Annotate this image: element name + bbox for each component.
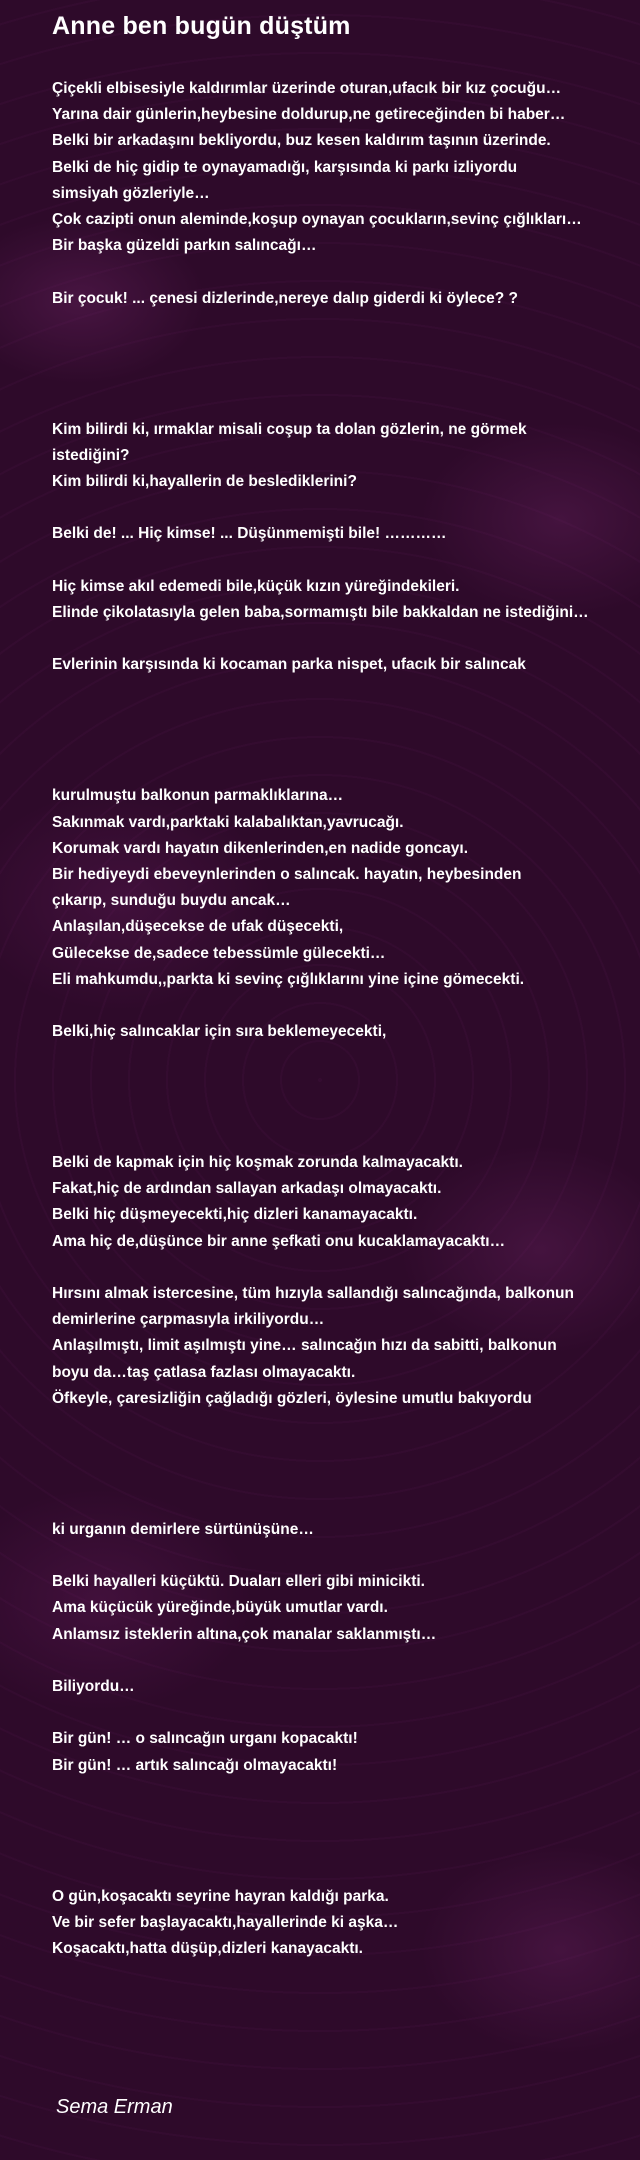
poem-line: Ama hiç de,düşünce bir anne şefkati onu kucaklamayacaktı… bbox=[52, 1232, 506, 1250]
poem-line: Ama küçücük yüreğinde,büyük umutlar vardı. bbox=[52, 1599, 388, 1617]
poem-line: Gülecekse de,sadece tebessümle gülecekti… bbox=[52, 944, 386, 962]
poem-line: demirlerine çarpmasıyla irkiliyordu… bbox=[52, 1311, 325, 1329]
stanza-gap bbox=[52, 1098, 622, 1124]
poem-line: Anlamsız isteklerin altına,çok manalar saklanmıştı… bbox=[52, 1625, 437, 1643]
stanza-gap bbox=[52, 1438, 622, 1464]
poem-line: Bir başka güzeldi parkın salıncağı… bbox=[52, 237, 317, 255]
poem-line: Elinde çikolatasıyla gelen baba,sormamıştı bile bakkaldan ne istediğini… bbox=[52, 603, 589, 621]
poem-line: Sakınmak vardı,parktaki kalabalıktan,yavrucağı. bbox=[52, 813, 404, 831]
poem-line: Belki de! ... Hiç kimse! ... Düşünmemişti bile! ………… bbox=[52, 525, 447, 543]
poem-line: Evlerinin karşısında ki kocaman parka nispet, ufacık bir salıncak bbox=[52, 656, 526, 674]
poem-line: Belki hiç düşmeyecekti,hiç dizleri kanamayacaktı. bbox=[52, 1206, 418, 1224]
poem-line: Bir çocuk! ... çenesi dizlerinde,nereye dalıp giderdi ki öylece? ? bbox=[52, 289, 519, 307]
stanza-gap bbox=[52, 259, 622, 285]
poem-title: Anne ben bugün düştüm bbox=[52, 12, 351, 40]
poem-line: Anlaşılmıştı, limit aşılmıştı yine… salıncağın hızı da sabitti, balkonun bbox=[52, 1337, 557, 1355]
stanza-gap bbox=[52, 626, 622, 652]
poem-line: Fakat,hiç de ardından sallayan arkadaşı olmayacaktı. bbox=[52, 1180, 442, 1198]
poem-line: O gün,koşacaktı seyrine hayran kaldığı parka. bbox=[52, 1887, 389, 1905]
poem-line: Belki,hiç salıncaklar için sıra beklemeyecekti, bbox=[52, 1023, 387, 1041]
stanza-gap bbox=[52, 1857, 622, 1883]
poem-line: Bir hediyeydi ebeveynlerinden o salıncak. hayatın, heybesinden bbox=[52, 865, 522, 883]
poem-line: simsiyah gözleriyle… bbox=[52, 184, 210, 202]
poem-line: Belki hayalleri küçüktü. Duaları elleri gibi minicikti. bbox=[52, 1573, 425, 1591]
poem-line: Eli mahkumdu,,parkta ki sevinç çığlıklarını yine içine gömecekti. bbox=[52, 970, 525, 988]
stanza-gap bbox=[52, 757, 622, 783]
stanza-gap bbox=[52, 1700, 622, 1726]
poem-line: Koşacaktı,hatta düşüp,dizleri kanayacaktı. bbox=[52, 1939, 363, 1957]
poem-line: Belki de hiç gidip te oynayamadığı, karşısında ki parkı izliyordu bbox=[52, 158, 518, 176]
poem-line: Kim bilirdi ki, ırmaklar misali coşup ta dolan gözlerin, ne görmek bbox=[52, 420, 527, 438]
stanza-gap bbox=[52, 1779, 622, 1805]
stanza-gap bbox=[52, 731, 622, 757]
stanza-gap bbox=[52, 993, 622, 1019]
poem-line: Anlaşılan,düşecekse de ufak düşecekti, bbox=[52, 918, 344, 936]
stanza-gap bbox=[52, 1464, 622, 1490]
poem-line: Yarına dair günlerin,heybesine doldurup,ne getireceğinden bi haber… bbox=[52, 106, 566, 124]
poem-line: Çok cazipti onun aleminde,koşup oynayan çocukların,sevinç çığlıkları… bbox=[52, 211, 582, 229]
poem-line: Belki de kapmak için hiç koşmak zorunda kalmayacaktı. bbox=[52, 1154, 463, 1172]
poem-body bbox=[52, 76, 622, 1962]
poem-line: istediğini? bbox=[52, 446, 130, 464]
stanza-gap bbox=[52, 1045, 622, 1071]
stanza-gap bbox=[52, 1412, 622, 1438]
poem-line: boyu da…taş çatlasa fazlası olmayacaktı. bbox=[52, 1363, 356, 1381]
stanza-gap bbox=[52, 1543, 622, 1569]
poem-line: kurulmuştu balkonun parmaklıklarına… bbox=[52, 787, 344, 805]
poem-line: Öfkeyle, çaresizliğin çağladığı gözleri, öylesine umutlu bakıyordu bbox=[52, 1389, 532, 1407]
stanza-gap bbox=[52, 495, 622, 521]
stanza-gap bbox=[52, 1648, 622, 1674]
stanza-gap bbox=[52, 548, 622, 574]
poem-line: Çiçekli elbisesiyle kaldırımlar üzerinde oturan,ufacık bir kız çocuğu… bbox=[52, 80, 562, 97]
poem-line: çıkarıp, sunduğu buydu ancak… bbox=[52, 892, 291, 910]
stanza-gap bbox=[52, 1491, 622, 1517]
stanza-gap bbox=[52, 312, 622, 338]
poem-line: Ve bir sefer başlayacaktı,hayallerinde ki aşka… bbox=[52, 1913, 399, 1931]
stanza-gap bbox=[52, 1124, 622, 1150]
poem-line: Bir gün! … o salıncağın urganı kopacaktı! bbox=[52, 1730, 358, 1748]
stanza-gap bbox=[52, 1255, 622, 1281]
poem-line: Belki bir arkadaşını bekliyordu, buz kesen kaldırım taşının üzerinde. bbox=[52, 132, 551, 150]
stanza-gap bbox=[52, 1072, 622, 1098]
stanza-gap bbox=[52, 679, 622, 705]
poem-line: Hiç kimse akıl edemedi bile,küçük kızın yüreğindekileri. bbox=[52, 577, 460, 595]
poem-line: Kim bilirdi ki,hayallerin de beslediklerini? bbox=[52, 472, 357, 490]
poem-line: ki urganın demirlere sürtünüşüne… bbox=[52, 1520, 314, 1538]
poem-line: Biliyordu… bbox=[52, 1678, 135, 1696]
poem-line: Hırsını almak istercesine, tüm hızıyla sallandığı salıncağında, balkonun bbox=[52, 1285, 574, 1303]
stanza-gap bbox=[52, 1805, 622, 1831]
stanza-gap bbox=[52, 705, 622, 731]
stanza-gap bbox=[52, 338, 622, 364]
stanza-gap bbox=[52, 1831, 622, 1857]
poem-line: Korumak vardı hayatın dikenlerinden,en nadide goncayı. bbox=[52, 839, 469, 857]
stanza-gap bbox=[52, 364, 622, 390]
author-name: Sema Erman bbox=[56, 2096, 173, 2118]
stanza-gap bbox=[52, 390, 622, 416]
poem-line: Bir gün! … artık salıncağı olmayacaktı! bbox=[52, 1756, 338, 1774]
